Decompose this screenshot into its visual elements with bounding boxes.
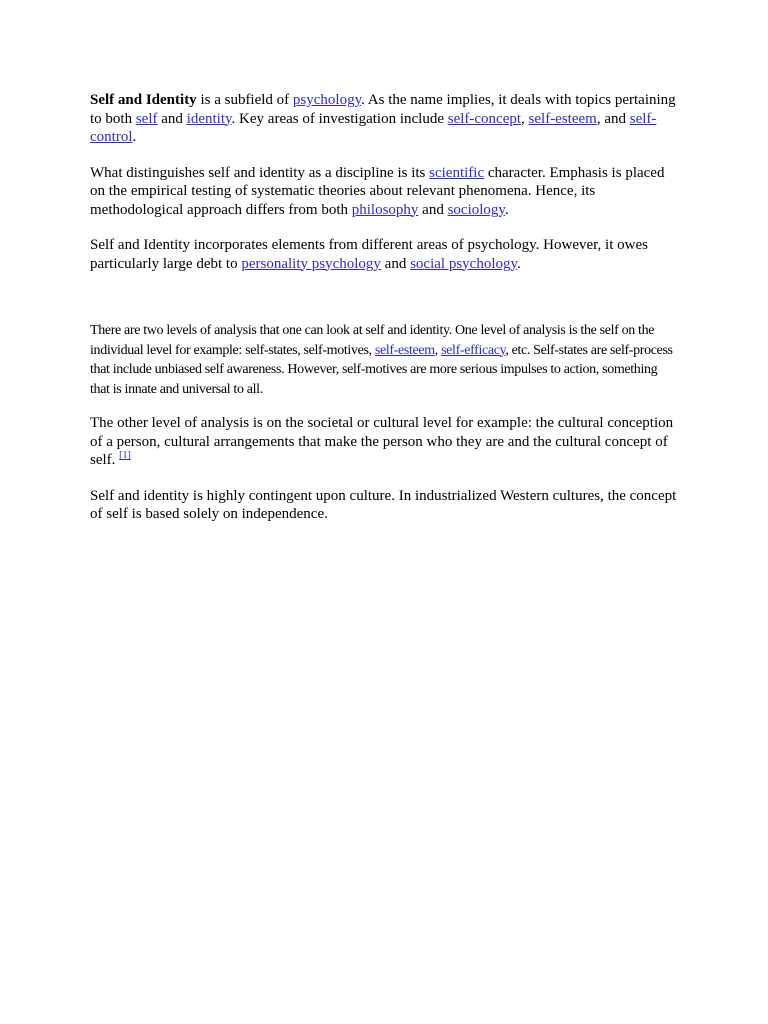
article-title: Self and Identity	[90, 92, 197, 108]
intro-paragraph: Self and Identity is a subfield of psychology. As the name implies, it deals with topics pertaining to both self and identity. Key areas of investigation include self-concept, self-esteem, and self-control.	[90, 92, 676, 145]
link-self-control[interactable]: self-control	[90, 110, 657, 145]
link-social-psychology[interactable]: social psychology	[410, 255, 518, 272]
link-self-concept[interactable]: self-concept	[447, 110, 522, 127]
link-scientific[interactable]: scientific	[429, 164, 485, 181]
link-self-esteem[interactable]: self-esteem	[528, 110, 597, 127]
link-personality-psychology[interactable]: personality psychology	[241, 255, 381, 272]
link-self-efficacy[interactable]: self-efficacy	[441, 342, 506, 358]
link-identity[interactable]: identity	[186, 110, 232, 127]
link-sociology[interactable]: sociology	[447, 201, 505, 218]
cultural-level-paragraph: The other level of analysis is on the societal or cultural level for example: the cultural conception of a person, cultural arrangements that make the person who they are and the cultural concept of self. [1]	[90, 415, 674, 468]
link-psychology[interactable]: psychology	[292, 92, 362, 108]
citation-link[interactable]: [1]	[119, 450, 131, 461]
elements-paragraph: Self and Identity incorporates elements from different areas of psychology. However, it owes particularly large debt to personality psychology and social psychology.	[90, 237, 648, 272]
discipline-paragraph: What distinguishes self and identity as a discipline is its scientific character. Emphasis is placed on the empirical testing of systematic theories about relevant phenomena. Hence, its methodological approach differs from both philosophy and sociology.	[90, 164, 665, 218]
link-self-esteem-2[interactable]: self-esteem	[374, 342, 435, 358]
culture-paragraph: Self and identity is highly contingent upon culture. In industrialized Western cultures, the concept of self is based solely on independence.	[90, 487, 677, 522]
article-body	[90, 91, 680, 524]
levels-paragraph: There are two levels of analysis that one can look at self and identity. One level of analysis is the self on the individual level for example: self-states, self-motives, self-esteem, self-efficacy, etc. Self-states are self-process that include unbiased self awareness. However, self-motives are more serious impulses to action, something that is innate and universal to all.	[90, 323, 673, 397]
link-philosophy[interactable]: philosophy	[351, 201, 419, 218]
link-self[interactable]: self	[135, 110, 158, 127]
